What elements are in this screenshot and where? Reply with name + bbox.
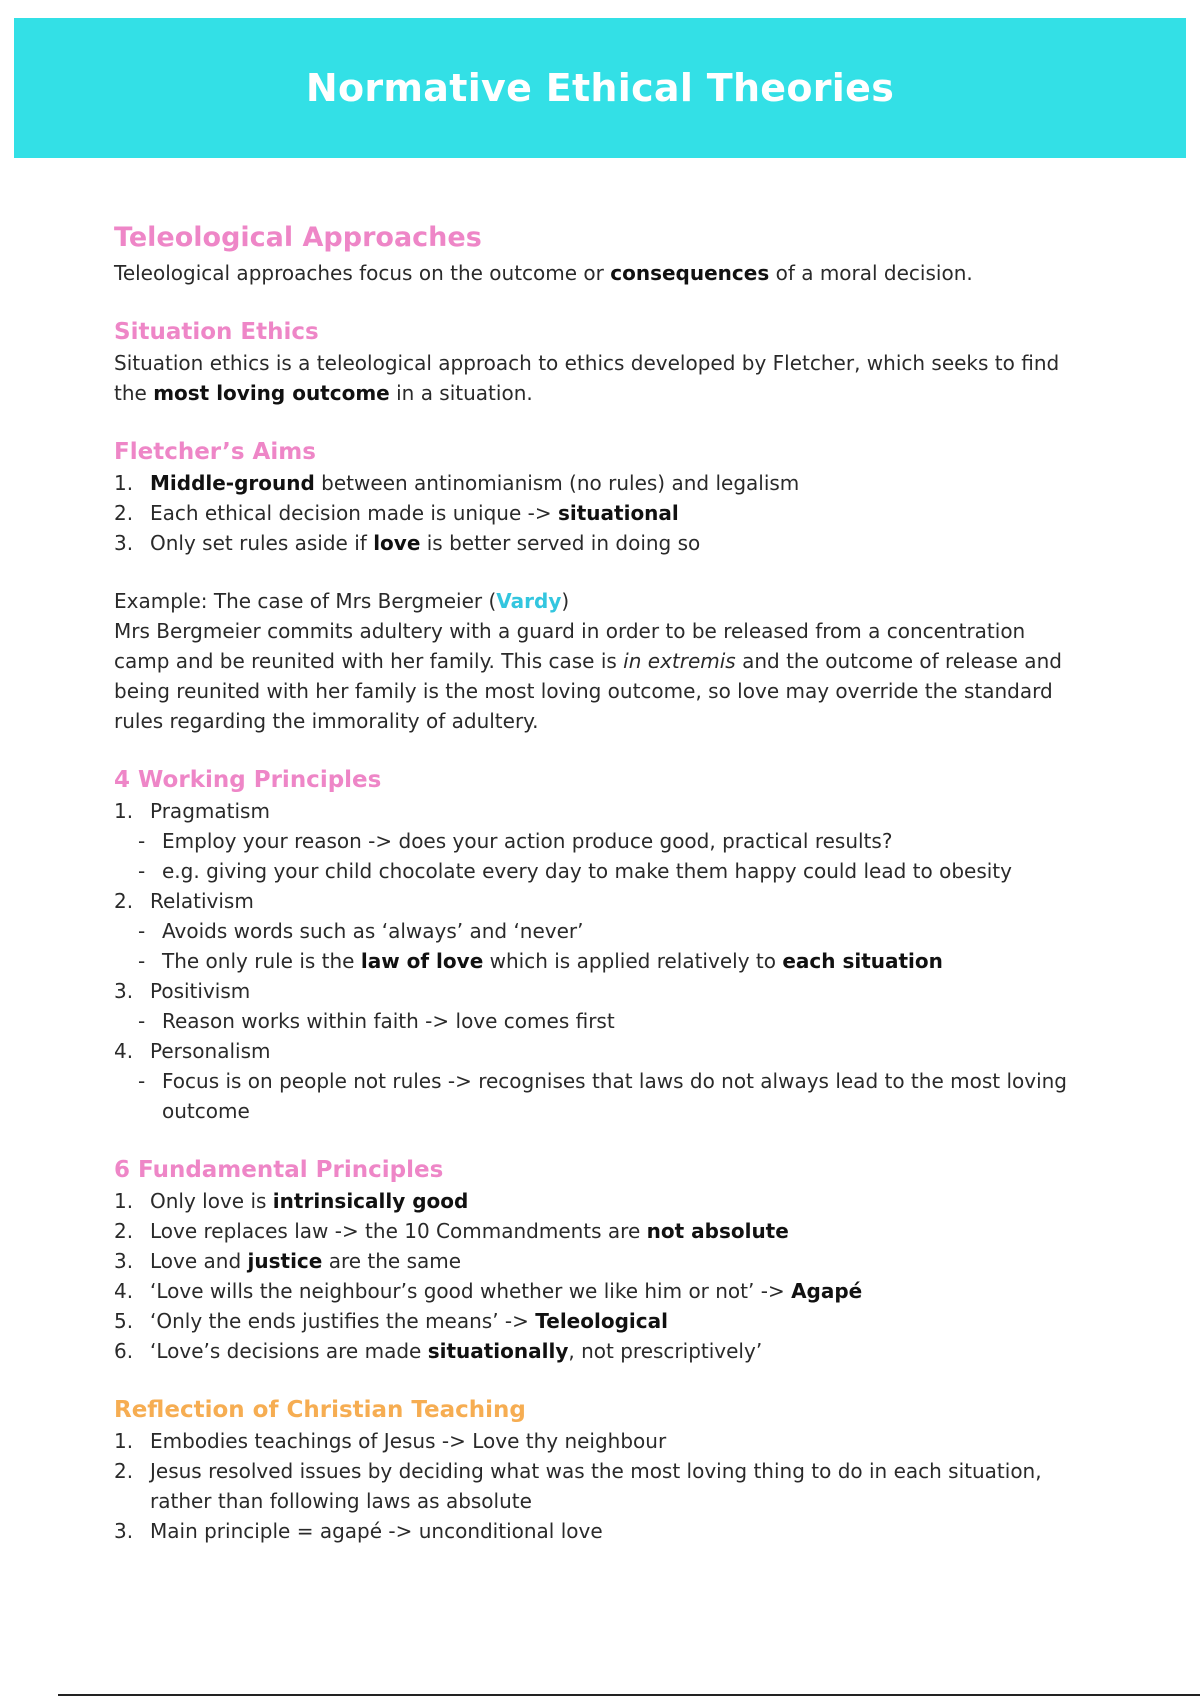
sub-item: - Avoids words such as ‘always’ and ‘never’ [150, 916, 1074, 946]
section-title-reflection: Reflection of Christian Teaching [114, 1397, 526, 1423]
section-title-fletchers-aims: Fletcher’s Aims [114, 439, 316, 465]
text: Embodies teachings of Jesus -> Love thy neighbour [150, 1429, 667, 1453]
text: The only rule is the [162, 949, 361, 973]
list-item [114, 1216, 1074, 1246]
section-title-fundamental-principles: 6 Fundamental Principles [114, 1157, 444, 1183]
sub-list [150, 916, 1074, 976]
document-body [114, 218, 1074, 1546]
principle-label: Positivism [150, 979, 251, 1003]
text: Only love is [150, 1189, 273, 1213]
text: Each ethical decision made is unique -> [150, 501, 558, 525]
item-number: 1. [114, 1189, 134, 1213]
list-item [114, 1426, 1074, 1456]
text: Mrs Bergmeier commits adultery with a guard in order to be released from a concentration camp and be reunited with her family. This case is [114, 619, 1026, 673]
principle-label: Personalism [150, 1039, 271, 1063]
example-paragraph [114, 616, 1074, 736]
sub-item: - Reason works within faith -> love comes first [150, 1006, 1074, 1036]
text: , not prescriptively’ [568, 1339, 763, 1363]
bold-text: each situation [782, 949, 943, 973]
bold-text: justice [247, 1249, 323, 1273]
text: is better served in doing so [420, 531, 701, 555]
aims-list [114, 468, 1074, 558]
section-title-situation-ethics: Situation Ethics [114, 319, 319, 345]
bold-text: Middle-ground [150, 471, 315, 495]
example-heading [114, 586, 1074, 616]
text: which is applied relatively to [483, 949, 783, 973]
item-number: 1. [114, 799, 134, 823]
text: Main principle = agapé -> unconditional love [150, 1519, 603, 1543]
sub-item: - Focus is on people not rules -> recognises that laws do not always lead to the most loving outcome [150, 1066, 1074, 1126]
bold-text: love [373, 531, 421, 555]
text: Jesus resolved issues by deciding what was the most loving thing to do in each situation, rather than following laws as absolute [150, 1459, 1042, 1513]
text: are the same [322, 1249, 462, 1273]
item-number: 3. [114, 531, 134, 555]
sub-list [150, 1006, 1074, 1036]
list-item [114, 1276, 1074, 1306]
item-number: 2. [114, 501, 134, 525]
reflection-list [114, 1426, 1074, 1546]
sub-item: - e.g. giving your child chocolate every day to make them happy could lead to obesity [150, 856, 1074, 886]
item-number: 4. [114, 1279, 134, 1303]
footer-divider [58, 1694, 1200, 1696]
list-item [114, 1456, 1074, 1516]
text: ‘Love wills the neighbour’s good whether we like him or not’ -> [150, 1279, 792, 1303]
text: Only set rules aside if [150, 531, 374, 555]
text: Example: The case of Mrs Bergmeier ( [114, 589, 497, 613]
bold-text: Teleological [535, 1309, 668, 1333]
text: ‘Love’s decisions are made [150, 1339, 428, 1363]
text: Teleological approaches focus on the outcome or [114, 261, 611, 285]
text: ) [561, 589, 570, 613]
item-number: 1. [114, 471, 134, 495]
item-number: 2. [114, 1459, 134, 1483]
bold-text: not absolute [646, 1219, 789, 1243]
item-number: 3. [114, 1519, 134, 1543]
text: and the outcome of release and being reunited with her family is the most loving outcome, so love may override the standard rules regarding the immorality of adultery. [114, 649, 1062, 733]
item-number: 2. [114, 1219, 134, 1243]
list-item [114, 886, 1074, 976]
list-item [114, 1516, 1074, 1546]
section-title-teleological: Teleological Approaches [114, 222, 482, 253]
text: Situation ethics is a teleological approach to ethics developed by Fletcher, which seeks to find the [114, 351, 1060, 405]
text: of a moral decision. [769, 261, 973, 285]
item-number: 1. [114, 1429, 134, 1453]
bold-text: Agapé [791, 1279, 863, 1303]
section-title-working-principles: 4 Working Principles [114, 767, 382, 793]
item-number: 4. [114, 1039, 134, 1063]
principle-label: Relativism [150, 889, 254, 913]
title-banner [14, 18, 1186, 158]
text: Love and [150, 1249, 248, 1273]
text: between antinomianism (no rules) and legalism [314, 471, 800, 495]
bold-text: situational [557, 501, 679, 525]
item-number: 6. [114, 1339, 134, 1363]
list-item [114, 468, 1074, 498]
list-item [114, 1306, 1074, 1336]
italic-text: in extremis [623, 649, 736, 673]
item-number: 5. [114, 1309, 134, 1333]
page-title: Normative Ethical Theories [305, 66, 895, 110]
sub-item [150, 946, 1074, 976]
list-item [114, 498, 1074, 528]
list-item [114, 796, 1074, 886]
fundamental-principles-list [114, 1186, 1074, 1366]
list-item [114, 1336, 1074, 1366]
item-number: 3. [114, 979, 134, 1003]
item-number: 2. [114, 889, 134, 913]
source-name: Vardy [496, 589, 562, 613]
bold-text: situationally [427, 1339, 569, 1363]
situation-paragraph [114, 348, 1074, 408]
principle-label: Pragmatism [150, 799, 270, 823]
list-item [114, 528, 1074, 558]
bold-text: most loving outcome [153, 381, 390, 405]
working-principles-list [114, 796, 1074, 1126]
sub-list [150, 826, 1074, 886]
bold-text: law of love [360, 949, 484, 973]
text: ‘Only the ends justifies the means’ -> [150, 1309, 536, 1333]
sub-list [150, 1066, 1074, 1126]
item-number: 3. [114, 1249, 134, 1273]
bold-text: intrinsically good [272, 1189, 469, 1213]
sub-item: - Employ your reason -> does your action produce good, practical results? [150, 826, 1074, 856]
teleological-paragraph [114, 258, 1074, 288]
list-item [114, 976, 1074, 1036]
list-item [114, 1186, 1074, 1216]
text: Love replaces law -> the 10 Commandments are [150, 1219, 647, 1243]
text: in a situation. [389, 381, 533, 405]
bold-text: consequences [610, 261, 770, 285]
list-item [114, 1036, 1074, 1126]
list-item [114, 1246, 1074, 1276]
